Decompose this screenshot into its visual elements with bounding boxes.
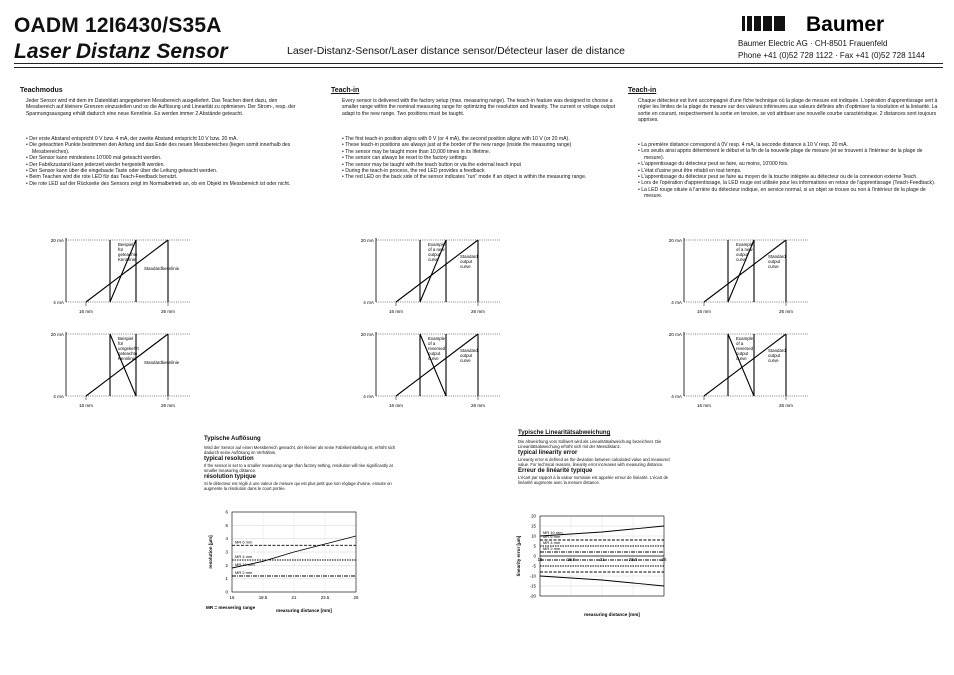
y-axis-label: resolution [µm]	[208, 535, 213, 569]
bullet-item: • The first teach-in position aligns with 0 V (or 4 mA), the second position aligns with 10 V (or 20 mA).	[342, 136, 570, 142]
series-label: MR 10 mm	[543, 530, 563, 535]
bullet-item: • Die geteachten Punkte bestimmen den Anfang und das Ende des neuen Messbereiches (liegen somit innerhalb des Messbereiches).	[26, 142, 291, 155]
x-tick-label: 21	[291, 595, 297, 600]
series-label: MR 6 mm	[543, 534, 561, 539]
bullet-item: • Der Sensor kann über die eingebaute Taste oder über die Leitung geteacht werden.	[26, 168, 218, 175]
bullets-de	[26, 136, 298, 187]
y-tick-label: 20	[531, 513, 536, 519]
y-tick-label: 0	[533, 553, 536, 559]
teach-curve-label: Example of a new output curve	[736, 242, 754, 263]
linearity-text-en: Linearity error is defined as the deviation between calculated value and measured value. For technical reasons, linearity error increases with measuring distance.	[518, 457, 670, 467]
teach-graph-fr-normal	[658, 236, 838, 324]
intro-fr: Chaque détecteur est livré accompagné d'une fiche technique où la plage de mesure est indiquée. L'opération d'apprentissage sert à régler les limites de la plage de mesure sur des valeurs inférieures aux valeurs définies afin d'optimiser la résolution et la linéarité. La sortie en courant, respectivement la sortie en tension, se voit attribuer une nouvelle courbe caractéristique. 2 distances sont toujours apprises.	[638, 98, 938, 124]
teach-graph-en-normal	[350, 236, 530, 324]
company-info	[738, 38, 925, 62]
x-max-label: 26 mm	[470, 403, 486, 408]
header-rule-1	[14, 63, 943, 64]
bullet-item: • Die rote LED auf der Rückseite des Sensors zeigt im Normalbetrieb an, ob ein Objekt im Messbereich ist oder nicht.	[26, 180, 291, 187]
y-max-label: 20 mA	[360, 332, 374, 337]
bullet-item: • Der erste Abstand entspricht 0 V bzw. 4 mA, der zweite Abstand entspricht 10 V bzw. 20 mA.	[26, 136, 238, 142]
y-min-label: 4 mA	[363, 394, 374, 399]
teach-graph-fr-reversed	[658, 330, 838, 418]
teach-graph-en-reversed	[350, 330, 530, 418]
teach-curve-label: Example of a reversed output curve	[736, 336, 754, 362]
y-tick-label: 2	[225, 562, 228, 568]
standard-curve-label: Standard output curve	[460, 254, 478, 270]
bullet-item: • These teach-in positions are always just at the border of the new range (inside the measuring range)	[342, 142, 572, 149]
y-tick-label: 3	[225, 549, 228, 555]
x-min-label: 16 mm	[78, 309, 94, 314]
teach-curve-label: Beispiel für umgekehrt geteachte Kennlinie	[118, 336, 139, 362]
linearity-text-fr: L'écart par rapport à la valeur nominale est appelée erreur de linéarité. L'écart de linéarité augmente avec la mesure distance.	[518, 475, 669, 485]
y-min-label: 4 mA	[671, 394, 682, 399]
y-min-label: 4 mA	[671, 300, 682, 305]
teach-curve-label: Example of a new output curve	[428, 242, 446, 263]
section-heading-en: Teach-in	[331, 87, 360, 94]
x-tick-label: 16	[229, 595, 235, 600]
x-tick-label: 21	[599, 557, 605, 562]
x-max-label: 26 mm	[778, 309, 794, 314]
bullet-item: • Lors de l'opération d'apprentissage, la LED rouge est utilisée pour les informations en retour de l'apprentissage (Teach-Feedback).	[638, 180, 936, 187]
y-tick-label: 4	[225, 536, 228, 542]
linearity-texts	[518, 430, 678, 485]
bullet-item: • Les seuils ainsi appris déterminent le début et la fin de la nouvelle plage de mesure (et se trouvent à l'intérieur de la plage de mesure).	[638, 148, 923, 161]
resolution-title-en: typical resolution	[204, 456, 254, 462]
y-tick-label: -10	[529, 573, 536, 579]
x-max-label: 26 mm	[160, 403, 176, 408]
x-min-label: 16 mm	[696, 309, 712, 314]
company-address: Baumer Electric AG · CH-8501 Frauenfeld	[738, 39, 888, 48]
bullet-item: • During the teach-in process, the red LED provides a feedback	[342, 168, 485, 175]
resolution-text-en: If the sensor is set to a smaller measuring range than factory setting, resolution will rise significantly at smaller measuring distance.	[204, 463, 393, 473]
resolution-chart	[200, 506, 370, 622]
section-heading-de: Teachmodus	[20, 87, 63, 94]
y-min-label: 4 mA	[363, 300, 374, 305]
standard-curve-label: Standard output curve	[768, 254, 786, 270]
x-tick-label: 18.5	[566, 557, 576, 562]
y-max-label: 20 mA	[668, 332, 682, 337]
bullet-item: • The sensor can always be reset to the factory settings	[342, 155, 467, 162]
x-max-label: 26 mm	[778, 403, 794, 408]
y-tick-label: -15	[529, 583, 536, 589]
resolution-text-de: Wird der Sensor auf einen Messbereich geteacht, der kleiner als seine Fabrikeinstellung ist, erhöht sich dadurch seine Auflösung im Verhältnis.	[204, 445, 396, 455]
linearity-text-de: Die Abweichung vom Sollwert wird als Linearitätsabweichung bezeichnet. Die Linearitätsabweichung erhöht sich mit der Messdistanz.	[518, 439, 662, 449]
series-label: MR 2 mm	[235, 570, 253, 575]
y-tick-label: -20	[529, 593, 536, 599]
x-axis-label: measuring distance [mm]	[276, 608, 332, 613]
bullet-item: • Beim Teachen wird die rote LED für das Teach-Feedback benutzt.	[26, 174, 178, 181]
standard-curve	[86, 334, 168, 396]
y-max-label: 20 mA	[50, 332, 64, 337]
bullet-item: • L'apprentissage du détecteur peut se faire au moyen de la touche intégrée au détecteur ou de la connexion externe Teach.	[638, 174, 918, 181]
series-label: MR 4 mm	[235, 554, 253, 559]
bullet-item: • Der Fabrikzustand kann jederzeit wieder hergestellt werden.	[26, 161, 165, 168]
y-tick-label: 5	[225, 522, 228, 528]
y-tick-label: 5	[533, 543, 536, 549]
linearity-title-de: Typische Linearitätsabweichung	[518, 430, 611, 436]
linearity-title-en: typical linearity error	[518, 450, 578, 456]
y-tick-label: 0	[225, 589, 228, 595]
y-max-label: 20 mA	[50, 238, 64, 243]
x-max-label: 26 mm	[160, 309, 176, 314]
y-tick-label: -5	[532, 563, 536, 569]
intro-de: Jeder Sensor wird mit dem im Datenblatt angegebenen Messbereich ausgeliefert. Das Teachen dient dazu, den Messbereich auf kleinere Grenzen einzustellen und so die Auflösung und Linearität zu optimieren. Der Strom-, resp. der Spannungsausgang erhält dadurch eine neue Kennlinie. Es werden immer 2 Abstände geteacht.	[26, 98, 296, 117]
y-tick-label: 15	[531, 523, 536, 529]
brand-name: Baumer	[806, 13, 885, 36]
legend-note: MR = messering range	[206, 605, 256, 610]
y-axis-label: linearity error [µm]	[516, 535, 521, 577]
x-axis-label: measuring distance [mm]	[584, 612, 640, 617]
series-label: MR 2 mm	[543, 546, 561, 551]
x-min-label: 16 mm	[388, 309, 404, 314]
x-min-label: 16 mm	[696, 403, 712, 408]
y-max-label: 20 mA	[668, 238, 682, 243]
bullets-fr	[638, 142, 942, 200]
teach-graph-de-normal	[40, 236, 220, 324]
bullet-item: • Der Sensor kann mindestens 10'000 mal geteacht werden.	[26, 155, 162, 162]
standard-curve-label: Standardkennlinie	[144, 266, 180, 271]
product-title: Laser Distanz Sensor	[14, 40, 228, 63]
x-max-label: 26 mm	[470, 309, 486, 314]
x-min-label: 16 mm	[78, 403, 94, 408]
standard-curve	[704, 334, 786, 396]
y-min-label: 4 mA	[53, 394, 64, 399]
y-max-label: 20 mA	[360, 238, 374, 243]
resolution-texts	[204, 436, 404, 491]
resolution-text-fr: Si le détecteur est réglé à une valeur de mesure qui est plus petit que son réglage d'usine, ensuite on augmente la résolution dans le court portée.	[204, 481, 392, 491]
x-tick-label: 26	[353, 595, 359, 600]
teach-curve-label: Example of a reversed output curve	[428, 336, 446, 362]
teach-curve-label: Beispiel für geteachte Kennlinie	[118, 242, 138, 263]
resolution-title-fr: résolution typique	[204, 474, 257, 480]
series-label: MR 6 mm	[235, 539, 253, 545]
linearity-chart	[508, 510, 678, 626]
header-rule-2	[14, 67, 943, 68]
y-min-label: 4 mA	[53, 300, 64, 305]
bullet-item: • The sensor may be taught with the teach button or via the external teach input	[342, 161, 521, 168]
standard-curve-label: Standard output curve	[768, 348, 786, 364]
bullets-en	[342, 136, 624, 181]
bullet-item: • La première distance correspond à 0V resp. 4 mA, la seconde distance à 10 V resp. 20 mA.	[638, 142, 848, 148]
resolution-title-de: Typische Auflösung	[204, 436, 261, 442]
teach-graph-de-reversed	[40, 330, 220, 418]
x-min-label: 16 mm	[388, 403, 404, 408]
company-phone: Phone +41 (0)52 728 1122 · Fax +41 (0)52 728 1144	[738, 51, 925, 60]
bullet-item: • The red LED on the back side of the sensor indicates “run” mode if an object is within the measuring range.	[342, 174, 587, 181]
bullet-item: • L'apprentissage du détecteur peut se faire, au moins, 10'000 fois.	[638, 161, 789, 168]
bullet-item: • La LED rouge située à l'arrière du détecteur indique, en service normal, si un objet se trouve ou non à l'intérieur de la plage de mesure.	[638, 186, 926, 200]
y-tick-label: 6	[225, 509, 228, 515]
standard-curve-label: Standardkennlinie	[144, 360, 180, 365]
bullet-item: • The sensor may be taught more than 10,000 times in its lifetime.	[342, 148, 491, 155]
y-tick-label: 10	[531, 533, 536, 539]
standard-curve-label: Standard output curve	[460, 348, 478, 364]
intro-en: Every sensor is delivered with the factory setup (max. measuring range). The teach-in feature was designed to choose a smaller range within the nominal measuring range for optimizing the resolution and linearity. The current or voltage output adapt to the new range. Two positions must be taught.	[342, 98, 616, 117]
x-tick-label: 26	[661, 557, 667, 562]
x-tick-label: 23.5	[628, 557, 638, 562]
linearity-title-fr: Erreur de linéarité typique	[518, 468, 593, 474]
series-label: MR 10 mm	[235, 562, 255, 567]
baumer-logo	[742, 12, 942, 36]
x-tick-label: 23.5	[320, 595, 330, 600]
page-subtitle: Laser-Distanz-Sensor/Laser distance sensor/Détecteur laser de distance	[287, 45, 625, 57]
standard-curve	[86, 240, 168, 302]
y-tick-label: 1	[225, 576, 228, 582]
model-title: OADM 12I6430/S35A	[14, 14, 222, 37]
bullet-item: • L'état d'usine peut être rétabli en tout temps.	[638, 167, 742, 174]
x-tick-label: 18.5	[258, 595, 268, 600]
section-heading-fr: Teach-in	[628, 87, 657, 94]
x-tick-label: 16	[537, 557, 543, 562]
series-label: MR 4 mm	[543, 540, 561, 545]
standard-curve	[396, 334, 478, 396]
